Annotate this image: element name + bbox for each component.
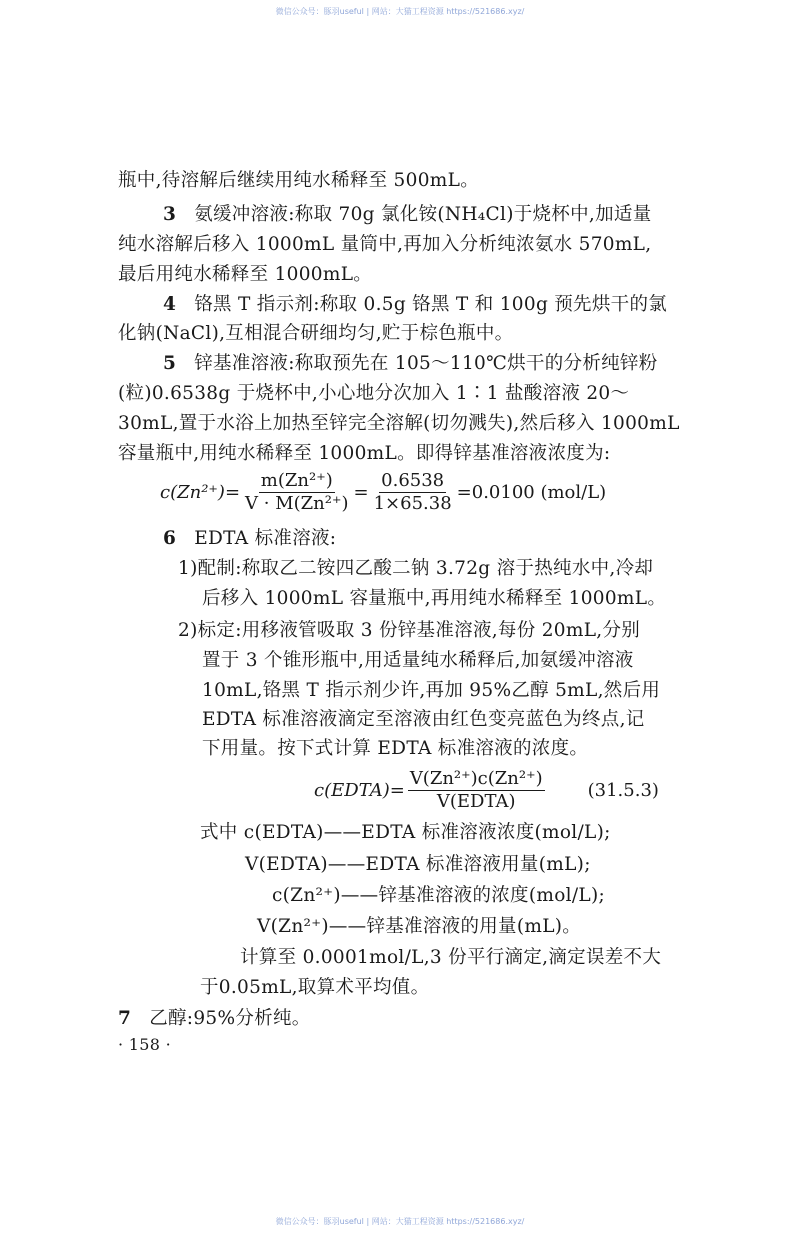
text-line: 容量瓶中,用纯水稀释至 1000mL。即得锌基准溶液浓度为: (118, 443, 611, 464)
text-line: 铬黑 T 指示剂:称取 0.5g 铬黑 T 和 100g 预先烘干的氯 (194, 294, 668, 315)
text-line: 10mL,铬黑 T 指示剂少许,再加 95%乙醇 5mL,然后用 (202, 680, 661, 701)
item-number: 7 (118, 1008, 132, 1029)
text-line: 后移入 1000mL 容量瓶中,再用纯水稀释至 1000mL。 (202, 588, 667, 609)
text-line: 化钠(NaCl),互相混合研细均匀,贮于棕色瓶中。 (118, 323, 514, 344)
item-7 (118, 1004, 311, 1030)
text-line: 氨缓冲溶液:称取 70g 氯化铵(NH₄Cl)于烧杯中,加适量 (194, 204, 652, 225)
text-line: 于0.05mL,取算术平均值。 (200, 977, 430, 998)
eq-result: =0.0100 (mol/L) (456, 482, 607, 503)
text-line: 瓶中,待溶解后继续用纯水稀释至 500mL。 (118, 170, 480, 191)
watermark-bottom: 微信公众号：豚羽useful | 网站：大猫工程资源 https://521686.xyz/ (275, 1217, 525, 1226)
text-line: EDTA 标准溶液滴定至溶液由红色变亮蓝色为终点,记 (202, 709, 645, 730)
eq-numerator: m(Zn²⁺) (260, 470, 333, 491)
eq-denominator: V(EDTA) (436, 791, 516, 812)
equation-number: (31.5.3) (587, 780, 659, 801)
item-number: 6 (163, 528, 177, 549)
text-line: V(Zn²⁺)——锌基准溶液的用量(mL)。 (257, 916, 582, 937)
equation-zn-concentration (160, 470, 606, 515)
text-line: 最后用纯水稀释至 1000mL。 (118, 264, 373, 285)
watermark-top: 微信公众号：豚羽useful | 网站：大猫工程资源 https://521686.xyz/ (275, 7, 525, 16)
item-4 (163, 290, 667, 316)
eq-denominator: 1×65.38 (373, 493, 452, 514)
text-line: 计算至 0.0001mol/L,3 份平行滴定,滴定误差不大 (240, 947, 662, 968)
eq-lhs: c(EDTA)= (314, 780, 405, 801)
text-line: (粒)0.6538g 于烧杯中,小心地分次加入 1∶1 盐酸溶液 20～ (118, 383, 630, 404)
text-line: V(EDTA)——EDTA 标准溶液用量(mL); (245, 854, 591, 875)
eq-numerator: V(Zn²⁺)c(Zn²⁺) (409, 768, 543, 789)
text-line: 下用量。按下式计算 EDTA 标准溶液的浓度。 (202, 738, 589, 759)
equation-edta (314, 768, 714, 813)
item-number: 4 (163, 294, 177, 315)
eq-equals: = (353, 482, 369, 503)
text-line: c(Zn²⁺)——锌基准溶液的浓度(mol/L); (272, 885, 606, 906)
text-line: 置于 3 个锥形瓶中,用适量纯水稀释后,加氨缓冲溶液 (202, 650, 634, 671)
text-line: 乙醇:95%分析纯。 (149, 1008, 311, 1029)
text-line: 30mL,置于水浴上加热至锌完全溶解(切勿溅失),然后移入 1000mL (118, 413, 680, 434)
text-line: 式中 c(EDTA)——EDTA 标准溶液浓度(mol/L); (200, 822, 611, 843)
text-line: EDTA 标准溶液: (194, 528, 337, 549)
text-line: 1)配制:称取乙二铵四乙酸二钠 3.72g 溶于热纯水中,冷却 (178, 558, 654, 579)
page-number: · 158 · (118, 1035, 171, 1054)
text-line: 纯水溶解后移入 1000mL 量筒中,再加入分析纯浓氨水 570mL, (118, 234, 652, 255)
eq-denominator: V · M(Zn²⁺) (245, 493, 349, 514)
text-line: 2)标定:用移液管吸取 3 份锌基准溶液,每份 20mL,分别 (178, 620, 641, 641)
item-number: 5 (163, 353, 177, 374)
eq-numerator: 0.6538 (381, 470, 445, 491)
text-line: 锌基准溶液:称取预先在 105～110℃烘干的分析纯锌粉 (194, 353, 658, 374)
item-6 (163, 524, 336, 550)
item-5 (163, 349, 658, 375)
item-3 (163, 200, 652, 226)
eq-lhs: c(Zn²⁺)= (160, 482, 241, 503)
item-number: 3 (163, 204, 177, 225)
